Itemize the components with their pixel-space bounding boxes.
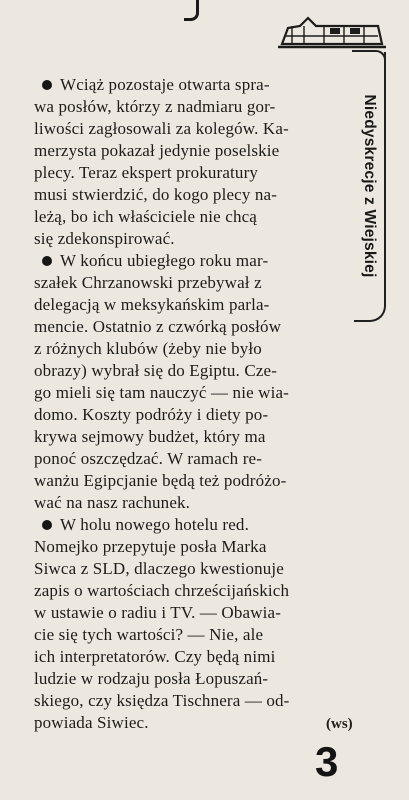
clipped-text-fragment: [176, 0, 206, 22]
page-number: 3: [315, 738, 339, 785]
paragraph-2-line: mencie. Ostatnio z czwórką posłów: [34, 317, 282, 336]
bullet-icon: [42, 520, 52, 530]
paragraph-2-line: ponoć oszczędzać. W ramach re-: [34, 449, 263, 468]
paragraph-3-line: powiada Siwiec.: [34, 713, 149, 732]
paragraph-1-line: liwości zagłosowali za kolegów. Ka-: [34, 119, 289, 138]
paragraph-1-line: musi stwierdzić, do kogo plecy na-: [34, 185, 278, 204]
bullet-icon: [42, 256, 52, 266]
paragraph-3-line: Nomejko przepytuje posła Marka: [34, 537, 267, 556]
paragraph-2-line: delegacją w meksykańskim parla-: [34, 295, 270, 314]
paragraph-3-line: zapis o wartościach chrześcijańskich: [34, 581, 290, 600]
column-title: Niedyskrecje z Wiejskiej: [361, 94, 378, 278]
paragraph-1-line: Wciąż pozostaje otwarta spra-: [60, 75, 270, 94]
paragraph-3-line: skiego, czy księdza Tischnera — od-: [34, 691, 290, 710]
paragraph-2-line: krywa sejmowy budżet, który ma: [34, 427, 266, 446]
paragraph-3-line: ich interpretatorów. Czy będą nimi: [34, 647, 276, 666]
paragraph-1-line: plecy. Teraz ekspert prokuratury: [34, 163, 259, 182]
paragraph-2-line: z różnych klubów (żeby nie było: [34, 339, 262, 358]
paragraph-3-line: w ustawie o radiu i TV. — Obawia-: [34, 603, 282, 622]
column-title-tab: [354, 52, 386, 322]
paragraph-2-line: domo. Koszty podróży i diety po-: [34, 405, 269, 424]
bullet-icon: [42, 80, 52, 90]
author-signature: (ws): [326, 716, 353, 732]
paragraph-2-line: szałek Chrzanowski przebywał z: [34, 273, 262, 292]
paragraph-2-line: obrazy) wybrał się do Egiptu. Cze-: [34, 361, 278, 380]
paragraph-3-line: Siwca z SLD, dlaczego kwestionuje: [34, 559, 284, 578]
paragraph-3-line: cie się tych wartości? — Nie, ale: [34, 625, 264, 644]
column-tab-cap: [352, 50, 386, 60]
paragraph-1-line: wa posłów, którzy z nadmiaru gor-: [34, 97, 276, 116]
paragraph-1-line: merzysta pokazał jedynie poselskie: [34, 141, 280, 160]
paragraph-3-line: ludzie w rodzaju posła Łopuszań-: [34, 669, 269, 688]
paragraph-3-line: W holu nowego hotelu red.: [60, 515, 249, 534]
paragraph-2-line: wać na nasz rachunek.: [34, 493, 191, 512]
column-header-illustration: [278, 14, 386, 50]
paragraph-2-line: W końcu ubiegłego roku mar-: [60, 251, 269, 270]
paragraph-2-line: wanżu Egipcjanie będą też podróżo-: [34, 471, 287, 490]
paragraph-1-line: leżą, bo ich właściciele nie chcą: [34, 207, 257, 226]
paragraph-1-line: się zdekonspirować.: [34, 229, 175, 248]
paragraph-2-line: go mieli się tam nauczyć — nie wia-: [34, 383, 289, 402]
clipped-letter-mark: [184, 0, 199, 21]
